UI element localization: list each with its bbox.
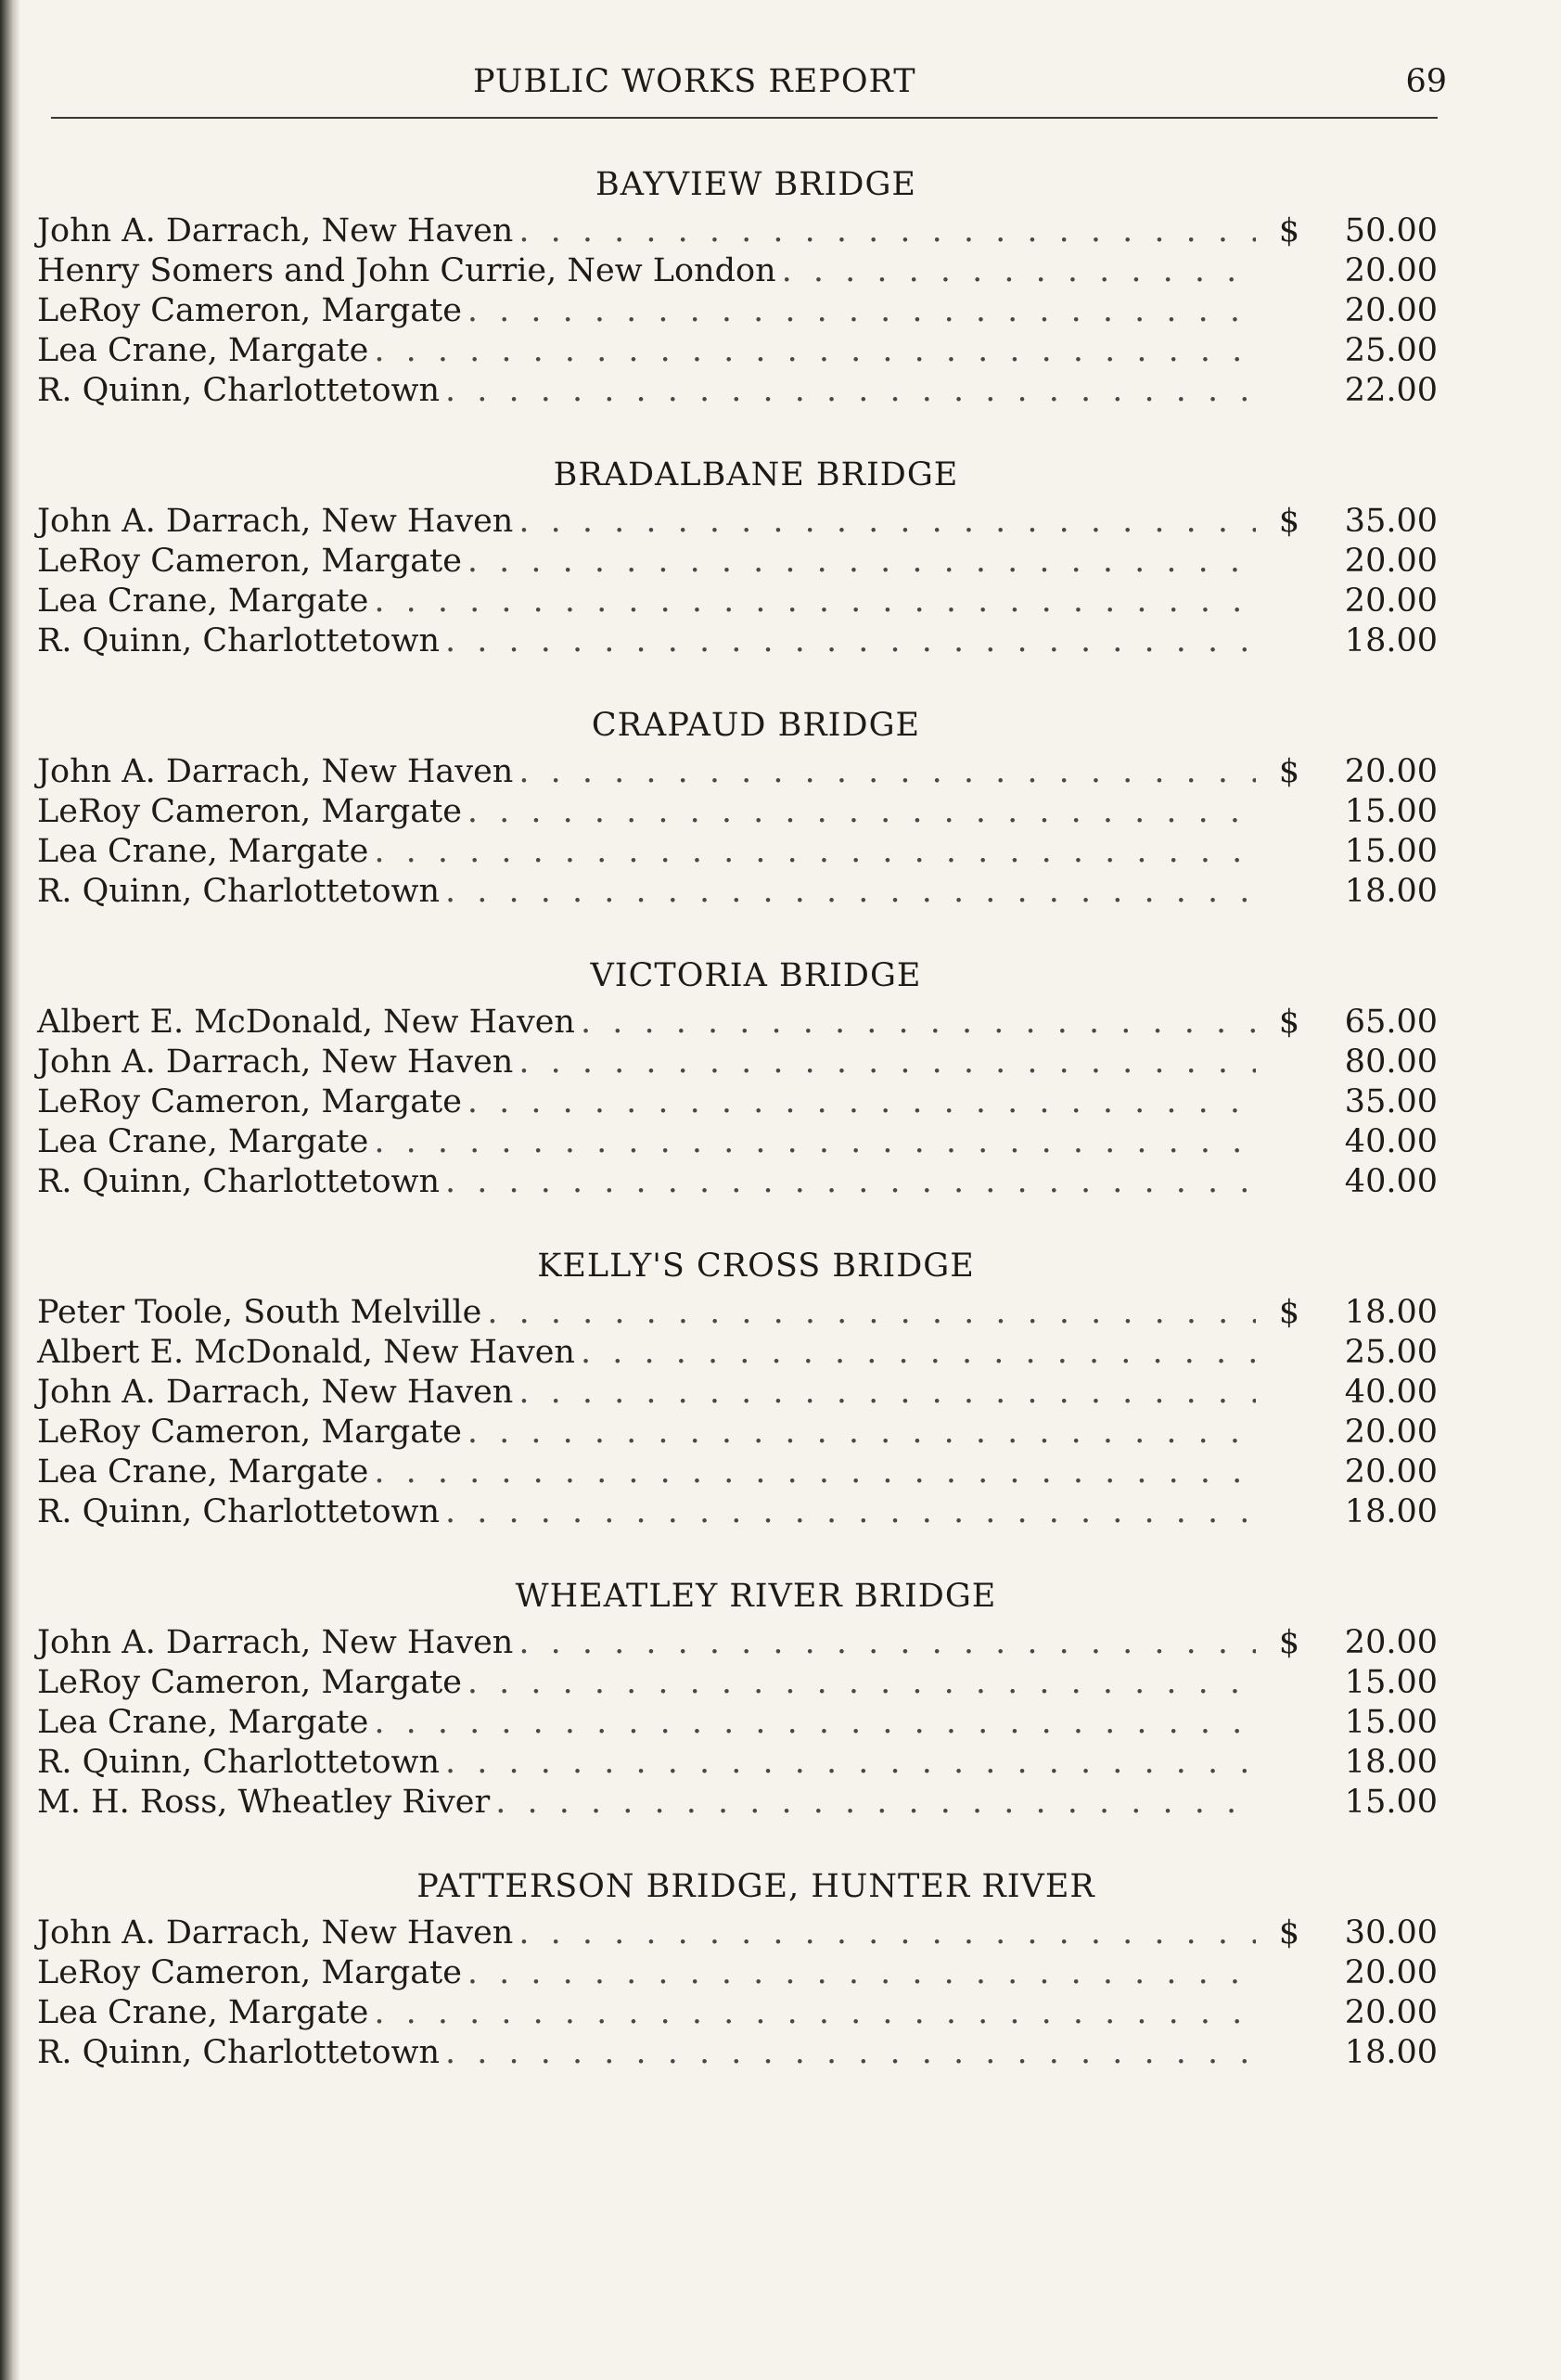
dot-leader: [467, 1663, 1256, 1703]
currency-symbol: $: [1278, 212, 1300, 250]
payee-name: M. H. Ross, Wheatley River: [37, 1784, 491, 1821]
payment-amount: 18.00: [1344, 1294, 1438, 1331]
payee-name: Lea Crane, Margate: [37, 833, 369, 870]
dot-leader: [467, 1413, 1256, 1452]
payee-name: Lea Crane, Margate: [37, 1994, 369, 2031]
section-title: WHEATLEY RIVER BRIDGE: [515, 1578, 997, 1615]
dot-leader: [445, 1743, 1256, 1783]
dot-leader: [581, 1003, 1256, 1043]
dot-leader: [518, 1043, 1256, 1082]
payment-row: [37, 1783, 1438, 1823]
payment-row: [37, 1663, 1438, 1703]
bridge-section: [37, 698, 1438, 912]
payment-row: [37, 1993, 1438, 2033]
payment-amount: 15.00: [1344, 1664, 1438, 1701]
dot-leader: [445, 2033, 1256, 2073]
payment-amount: 15.00: [1344, 833, 1438, 870]
payment-row: [37, 1953, 1438, 1993]
payment-row: [37, 291, 1438, 331]
payment-amount: 65.00: [1344, 1004, 1438, 1041]
payment-amount: 18.00: [1344, 873, 1438, 910]
payment-row: [37, 1043, 1438, 1082]
payment-amount: 20.00: [1344, 1954, 1438, 1991]
payee-name: John A. Darrach, New Haven: [37, 1624, 514, 1661]
payee-name: R. Quinn, Charlottetown: [37, 873, 441, 910]
dot-leader: [374, 331, 1256, 371]
dot-leader: [374, 1122, 1256, 1162]
payment-row: [37, 1743, 1438, 1783]
bridge-section: [37, 158, 1438, 411]
payment-amount: 15.00: [1344, 793, 1438, 830]
payment-amount: 18.00: [1344, 2034, 1438, 2071]
payee-name: LeRoy Cameron, Margate: [37, 1954, 462, 1991]
payment-amount: 18.00: [1344, 1493, 1438, 1530]
dot-leader: [445, 621, 1256, 661]
dot-leader: [782, 251, 1256, 291]
bridge-section: [37, 1569, 1438, 1823]
dot-leader: [495, 1783, 1256, 1823]
dot-leader: [518, 211, 1256, 251]
payee-name: R. Quinn, Charlottetown: [37, 2034, 441, 2071]
bridge-section: [37, 1860, 1438, 2073]
payment-row: [37, 1082, 1438, 1122]
payee-name: Lea Crane, Margate: [37, 332, 369, 369]
payee-name: John A. Darrach, New Haven: [37, 212, 514, 250]
payee-name: Lea Crane, Margate: [37, 1704, 369, 1741]
payee-name: John A. Darrach, New Haven: [37, 1043, 514, 1081]
payment-list: [37, 158, 1438, 2110]
running-title: PUBLIC WORKS REPORT: [473, 63, 916, 100]
payee-name: Lea Crane, Margate: [37, 1453, 369, 1491]
payee-name: John A. Darrach, New Haven: [37, 1374, 514, 1411]
page-number: 69: [1405, 63, 1447, 100]
dot-leader: [518, 502, 1256, 542]
payment-row: [37, 251, 1438, 291]
payee-name: LeRoy Cameron, Margate: [37, 1083, 462, 1120]
currency-symbol: $: [1278, 1624, 1300, 1661]
payment-amount: 22.00: [1344, 372, 1438, 409]
payment-row: [37, 331, 1438, 371]
payment-row: [37, 792, 1438, 832]
payee-name: John A. Darrach, New Haven: [37, 1914, 514, 1951]
section-title: KELLY'S CROSS BRIDGE: [537, 1248, 975, 1285]
payment-row: [37, 1333, 1438, 1373]
dot-leader: [518, 1913, 1256, 1953]
currency-symbol: $: [1278, 503, 1300, 540]
payment-amount: 20.00: [1344, 1414, 1438, 1451]
payment-row: [37, 2033, 1438, 2073]
bridge-section: [37, 1239, 1438, 1532]
section-title: BAYVIEW BRIDGE: [595, 166, 916, 203]
payment-amount: 18.00: [1344, 622, 1438, 659]
payment-row: [37, 1162, 1438, 1202]
payee-name: R. Quinn, Charlottetown: [37, 1163, 441, 1200]
payment-amount: 15.00: [1344, 1704, 1438, 1741]
payment-amount: 20.00: [1344, 582, 1438, 620]
payment-amount: 40.00: [1344, 1163, 1438, 1200]
payee-name: John A. Darrach, New Haven: [37, 753, 514, 790]
page-binding-edge: [0, 0, 20, 2380]
dot-leader: [445, 872, 1256, 912]
payment-amount: 50.00: [1344, 212, 1438, 250]
dot-leader: [467, 1082, 1256, 1122]
currency-symbol: $: [1278, 1294, 1300, 1331]
payment-row: [37, 1623, 1438, 1663]
payee-name: Peter Toole, South Melville: [37, 1294, 482, 1331]
payment-row: [37, 752, 1438, 792]
payment-amount: 40.00: [1344, 1123, 1438, 1160]
dot-leader: [518, 1373, 1256, 1413]
dot-leader: [467, 542, 1256, 582]
payment-amount: 20.00: [1344, 543, 1438, 580]
page-header: [37, 58, 1447, 113]
section-title: CRAPAUD BRIDGE: [591, 707, 921, 744]
dot-leader: [445, 1492, 1256, 1532]
payment-amount: 20.00: [1344, 1994, 1438, 2031]
payee-name: Albert E. McDonald, New Haven: [37, 1334, 575, 1371]
currency-symbol: $: [1278, 1004, 1300, 1041]
payee-name: Albert E. McDonald, New Haven: [37, 1004, 575, 1041]
payment-row: [37, 542, 1438, 582]
dot-leader: [467, 792, 1256, 832]
dot-leader: [445, 371, 1256, 411]
payment-row: [37, 211, 1438, 251]
payment-amount: 30.00: [1344, 1914, 1438, 1951]
payee-name: R. Quinn, Charlottetown: [37, 622, 441, 659]
payment-amount: 25.00: [1344, 332, 1438, 369]
currency-symbol: $: [1278, 753, 1300, 790]
payment-row: [37, 1003, 1438, 1043]
payment-amount: 20.00: [1344, 753, 1438, 790]
payment-row: [37, 1413, 1438, 1452]
currency-symbol: $: [1278, 1914, 1300, 1951]
dot-leader: [374, 1452, 1256, 1492]
dot-leader: [518, 1623, 1256, 1663]
payment-row: [37, 1452, 1438, 1492]
bridge-section: [37, 949, 1438, 1202]
payment-amount: 35.00: [1344, 503, 1438, 540]
payee-name: R. Quinn, Charlottetown: [37, 372, 441, 409]
payee-name: LeRoy Cameron, Margate: [37, 1414, 462, 1451]
payee-name: LeRoy Cameron, Margate: [37, 543, 462, 580]
section-title: VICTORIA BRIDGE: [590, 957, 922, 994]
payee-name: Lea Crane, Margate: [37, 582, 369, 620]
payment-row: [37, 371, 1438, 411]
payee-name: LeRoy Cameron, Margate: [37, 1664, 462, 1701]
payment-row: [37, 502, 1438, 542]
dot-leader: [467, 291, 1256, 331]
dot-leader: [487, 1293, 1256, 1333]
payment-row: [37, 1913, 1438, 1953]
dot-leader: [467, 1953, 1256, 1993]
payee-name: LeRoy Cameron, Margate: [37, 292, 462, 329]
payee-name: Lea Crane, Margate: [37, 1123, 369, 1160]
payee-name: R. Quinn, Charlottetown: [37, 1493, 441, 1530]
bridge-section: [37, 448, 1438, 661]
dot-leader: [374, 1703, 1256, 1743]
payment-amount: 35.00: [1344, 1083, 1438, 1120]
payment-row: [37, 1122, 1438, 1162]
section-title: BRADALBANE BRIDGE: [553, 456, 959, 493]
payment-amount: 40.00: [1344, 1374, 1438, 1411]
payment-amount: 25.00: [1344, 1334, 1438, 1371]
payment-amount: 20.00: [1344, 252, 1438, 289]
payment-row: [37, 1703, 1438, 1743]
payment-row: [37, 1293, 1438, 1333]
payee-name: Henry Somers and John Currie, New London: [37, 252, 776, 289]
payee-name: John A. Darrach, New Haven: [37, 503, 514, 540]
dot-leader: [374, 832, 1256, 872]
payee-name: LeRoy Cameron, Margate: [37, 793, 462, 830]
payment-row: [37, 1492, 1438, 1532]
payment-amount: 20.00: [1344, 292, 1438, 329]
payment-amount: 15.00: [1344, 1784, 1438, 1821]
dot-leader: [374, 1993, 1256, 2033]
header-rule: [51, 117, 1438, 119]
payee-name: R. Quinn, Charlottetown: [37, 1744, 441, 1781]
payment-row: [37, 832, 1438, 872]
dot-leader: [445, 1162, 1256, 1202]
dot-leader: [518, 752, 1256, 792]
payment-row: [37, 1373, 1438, 1413]
section-title: PATTERSON BRIDGE, HUNTER RIVER: [416, 1868, 1095, 1905]
payment-row: [37, 621, 1438, 661]
dot-leader: [374, 582, 1256, 621]
payment-amount: 18.00: [1344, 1744, 1438, 1781]
dot-leader: [581, 1333, 1256, 1373]
payment-amount: 80.00: [1344, 1043, 1438, 1081]
payment-row: [37, 582, 1438, 621]
payment-amount: 20.00: [1344, 1624, 1438, 1661]
payment-amount: 20.00: [1344, 1453, 1438, 1491]
payment-row: [37, 872, 1438, 912]
